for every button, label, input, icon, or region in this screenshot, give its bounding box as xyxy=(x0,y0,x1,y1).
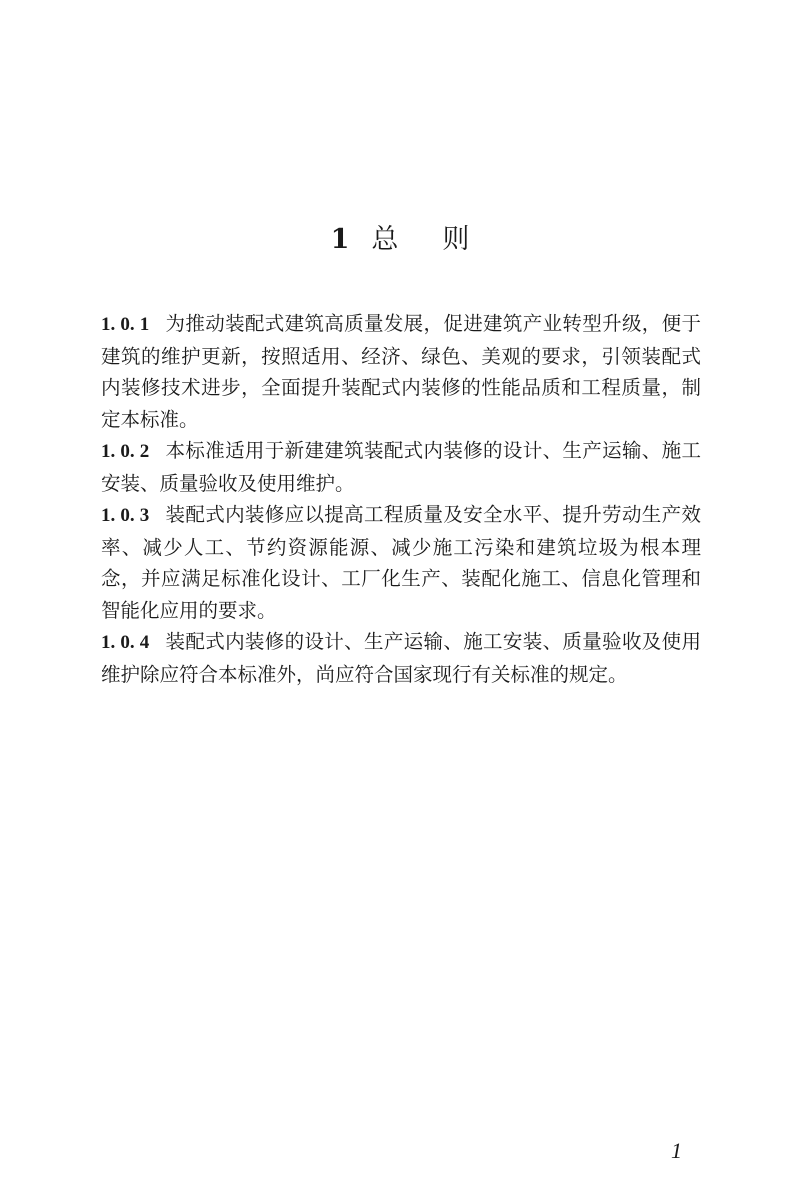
clause-number: 1. 0. 2 xyxy=(101,441,150,462)
clause-text: 装配式内装修的设计、生产运输、施工安装、质量验收及使用维护除应符合本标准外，尚应符合国家现行有关标准的规定。 xyxy=(101,630,701,686)
chapter-title-part2: 则 xyxy=(442,224,470,255)
chapter-title-part1: 总 xyxy=(371,224,399,255)
clause-text: 本标准适用于新建建筑装配式内装修的设计、生产运输、施工安装、质量验收及使用维护。 xyxy=(101,439,701,495)
clause-1-0-2 xyxy=(101,435,701,499)
clause-1-0-4 xyxy=(101,626,701,690)
clause-number: 1. 0. 3 xyxy=(101,505,150,526)
clause-text: 为推动装配式建筑高质量发展，促进建筑产业转型升级，便于建筑的维护更新，按照适用、经济、绿色、美观的要求，引领装配式内装修技术进步，全面提升装配式内装修的性能品质和工程质量，制定本标准。 xyxy=(101,312,701,431)
chapter-title xyxy=(0,222,800,258)
clause-text: 装配式内装修应以提高工程质量及安全水平、提升劳动生产效率、减少人工、节约资源能源、减少施工污染和建筑垃圾为根本理念，并应满足标准化设计、工厂化生产、装配化施工、信息化管理和智能化应用的要求。 xyxy=(101,503,701,622)
clause-1-0-3 xyxy=(101,499,701,626)
page-number: 1 xyxy=(671,1138,682,1163)
clauses-body xyxy=(101,308,701,690)
clause-number: 1. 0. 4 xyxy=(101,632,150,653)
clause-1-0-1 xyxy=(101,308,701,435)
chapter-number: 1 xyxy=(330,224,350,255)
clause-number: 1. 0. 1 xyxy=(101,314,150,335)
